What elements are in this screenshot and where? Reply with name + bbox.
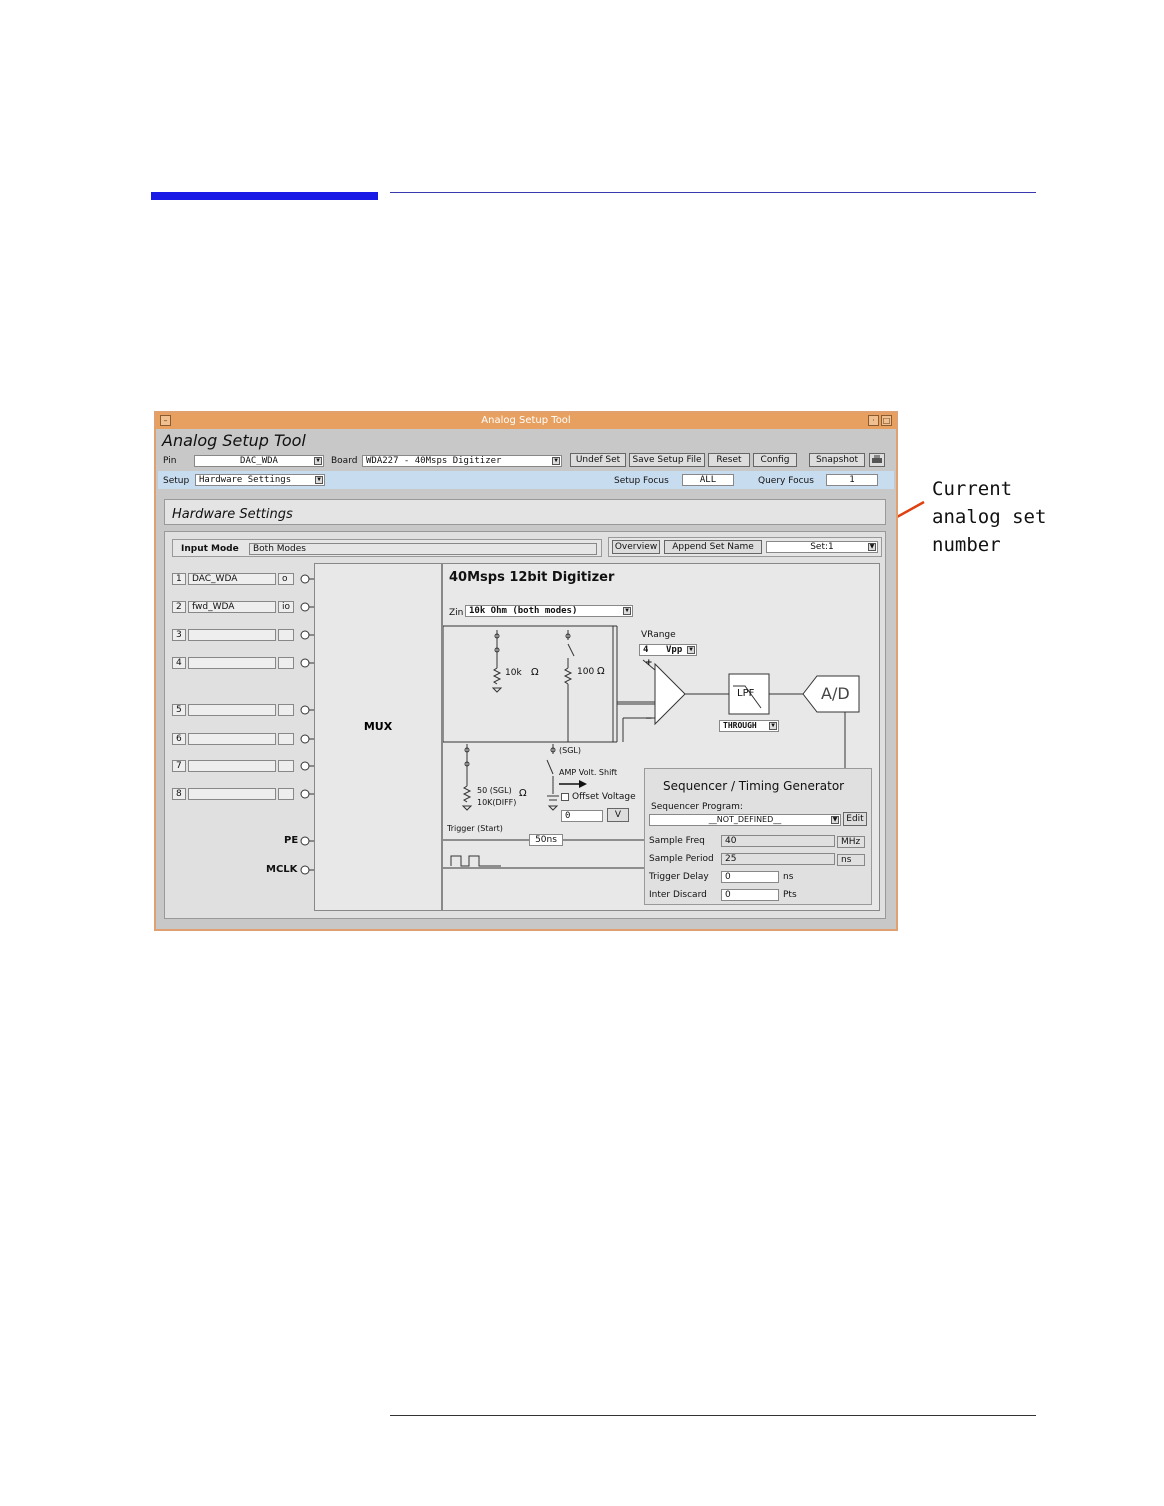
pin-io-field: o (278, 573, 294, 585)
pin-number: 2 (172, 601, 186, 613)
adc-label: A/D (821, 684, 850, 703)
pin-name-field[interactable] (188, 704, 276, 716)
r2-ohm: Ω (597, 666, 605, 677)
pin-io-field (278, 704, 294, 716)
append-set-name-button[interactable]: Append Set Name (664, 540, 762, 554)
r3-ohm: Ω (519, 788, 527, 799)
query-focus-label: Query Focus (758, 476, 814, 486)
chevron-down-icon: ▼ (623, 607, 631, 615)
hardware-settings-title: Hardware Settings (172, 507, 293, 522)
snapshot-button[interactable]: Snapshot (809, 453, 865, 467)
sequencer-row-unit: Pts (783, 890, 797, 900)
chevron-down-icon: ▼ (869, 543, 875, 550)
undef-set-button[interactable]: Undef Set (570, 453, 626, 467)
pin-name-field[interactable]: DAC_WDA (188, 573, 276, 585)
mux-block (314, 563, 442, 911)
config-button[interactable]: Config (753, 453, 797, 467)
amp-plus-label: + (645, 658, 653, 668)
input-mode-row (172, 539, 602, 557)
setup-focus-field[interactable]: ALL (682, 474, 734, 486)
pin-number: 7 (172, 760, 186, 772)
query-focus-field[interactable]: 1 (826, 474, 878, 486)
amp-minus-label: − (645, 714, 653, 724)
pin-number: 1 (172, 573, 186, 585)
sequencer-row-unit: ns (783, 872, 794, 882)
callout-line-3: number (932, 534, 1001, 556)
chevron-down-icon: ▼ (769, 722, 777, 730)
chevron-down-icon: ▼ (552, 457, 560, 465)
app-title: Analog Setup Tool (162, 431, 306, 450)
save-setup-file-button[interactable]: Save Setup File (629, 453, 705, 467)
sequencer-row-label: Inter Discard (649, 890, 707, 900)
sequencer-row-unit: MHz (837, 836, 865, 848)
window-menu-icon[interactable]: – (160, 415, 171, 426)
amp-volt-shift-label: AMP Volt. Shift (559, 768, 618, 777)
pin-io-field: io (278, 601, 294, 613)
header-rule-thin (390, 192, 1036, 193)
board-select[interactable] (362, 455, 562, 467)
maximize-icon[interactable]: □ (882, 416, 891, 425)
circuit-frame (443, 626, 613, 742)
pin-name-field[interactable] (188, 629, 276, 641)
pin-name-field[interactable] (188, 760, 276, 772)
r2-value: 100 (577, 667, 595, 677)
sequencer-panel (644, 768, 872, 905)
amplifier-icon (617, 660, 729, 742)
window-titlebar[interactable]: Analog Setup Tool (156, 413, 896, 429)
sequencer-title: Sequencer / Timing Generator (663, 779, 845, 793)
analog-setup-window (154, 411, 898, 931)
header-rule-thick (151, 192, 378, 200)
sequencer-program-value: __NOT_DEFINED__ (708, 815, 782, 824)
analog-set-select[interactable] (766, 541, 878, 553)
sequencer-row-field: 40 (721, 835, 835, 847)
pin-name-field[interactable] (188, 657, 276, 669)
pin-number: 5 (172, 704, 186, 716)
chevron-down-icon: ▼ (314, 457, 322, 465)
pin-number: 8 (172, 788, 186, 800)
pin-name-field[interactable] (188, 788, 276, 800)
mclk-label: MCLK (266, 864, 298, 875)
offset-voltage-checkbox[interactable] (561, 793, 569, 801)
input-mode-field[interactable]: Both Modes (249, 543, 597, 555)
sequencer-program-select[interactable] (649, 814, 841, 826)
digitizer-title: 40Msps 12bit Digitizer (449, 570, 615, 585)
pe-label: PE (284, 835, 299, 846)
zin-label: Zin (449, 608, 464, 618)
vrange-label: VRange (641, 630, 676, 640)
chevron-down-icon: ▼ (315, 476, 323, 484)
pin-select[interactable] (194, 455, 324, 467)
sequencer-row-label: Sample Freq (649, 836, 705, 846)
r3-line-1: 50 (SGL) (477, 786, 512, 795)
zin-value: 10k Ohm (both modes) (469, 606, 578, 616)
setup-select[interactable] (195, 474, 325, 486)
pin-number: 3 (172, 629, 186, 641)
pin-io-field (278, 760, 294, 772)
mux-label: MUX (363, 720, 393, 733)
analog-set-value: Set:1 (810, 542, 834, 552)
overview-button[interactable]: Overview (612, 540, 660, 554)
chevron-down-icon: ▼ (687, 646, 695, 654)
board-label: Board (331, 456, 358, 466)
pin-io-field (278, 733, 294, 745)
pin-io-field (278, 657, 294, 669)
pin-number: 4 (172, 657, 186, 669)
pin-io-field (278, 629, 294, 641)
sequencer-row-field[interactable]: 0 (721, 871, 779, 883)
input-mode-label: Input Mode (181, 544, 239, 554)
callout-text (932, 475, 1046, 559)
offset-voltage-field[interactable]: 0 (561, 810, 603, 822)
vrange-unit: Vpp (666, 645, 683, 655)
setup-select-value: Hardware Settings (199, 475, 292, 485)
chevron-down-icon: ▼ (832, 816, 838, 823)
print-button[interactable] (869, 453, 885, 467)
callout-line-1: Current (932, 478, 1013, 500)
reset-button[interactable]: Reset (708, 453, 750, 467)
lpf-value: THROUGH (723, 721, 757, 730)
sequencer-edit-button[interactable]: Edit (843, 812, 867, 826)
sequencer-row-field[interactable]: 0 (721, 889, 779, 901)
sequencer-row-label: Sample Period (649, 854, 714, 864)
clock-waveform-icon (451, 856, 501, 866)
sequencer-program-label: Sequencer Program: (651, 802, 743, 812)
offset-unit-button[interactable]: V (607, 808, 629, 822)
pin-io-field (278, 788, 294, 800)
r1-value: 10k (505, 668, 522, 678)
trigger-value-field[interactable]: 50ns (529, 834, 563, 846)
setup-focus-label: Setup Focus (614, 476, 669, 486)
minimize-icon[interactable]: · (868, 415, 879, 426)
setup-label: Setup (163, 476, 190, 486)
pin-number: 6 (172, 733, 186, 745)
footer-rule (390, 1415, 1036, 1416)
pin-name-field[interactable]: fwd_WDA (188, 601, 276, 613)
trigger-label: Trigger (Start) (447, 824, 503, 833)
lpf-select[interactable] (719, 720, 779, 732)
pin-select-value: DAC_WDA (240, 456, 278, 466)
offset-voltage-label: Offset Voltage (572, 792, 636, 802)
sequencer-row-field: 25 (721, 853, 835, 865)
lpf-label: LPF (737, 688, 755, 699)
sequencer-row-unit: ns (837, 854, 865, 866)
resistor-100-icon (565, 630, 574, 742)
board-select-value: WDA227 - 40Msps Digitizer (366, 456, 502, 466)
r3-line-2: 10K(DIFF) (477, 798, 517, 807)
setup-bar (158, 471, 894, 489)
sequencer-row-label: Trigger Delay (649, 872, 709, 882)
resistor-10k-icon (493, 630, 501, 692)
vrange-value: 4 (643, 645, 649, 655)
pin-name-field[interactable] (188, 733, 276, 745)
resistor-50-icon (463, 744, 471, 810)
r1-ohm: Ω (531, 667, 539, 678)
printer-icon (871, 454, 883, 464)
pin-label: Pin (163, 456, 177, 466)
vrange-select[interactable] (639, 644, 697, 656)
sgl-label: (SGL) (559, 746, 581, 755)
callout-line-2: analog set (932, 506, 1047, 528)
